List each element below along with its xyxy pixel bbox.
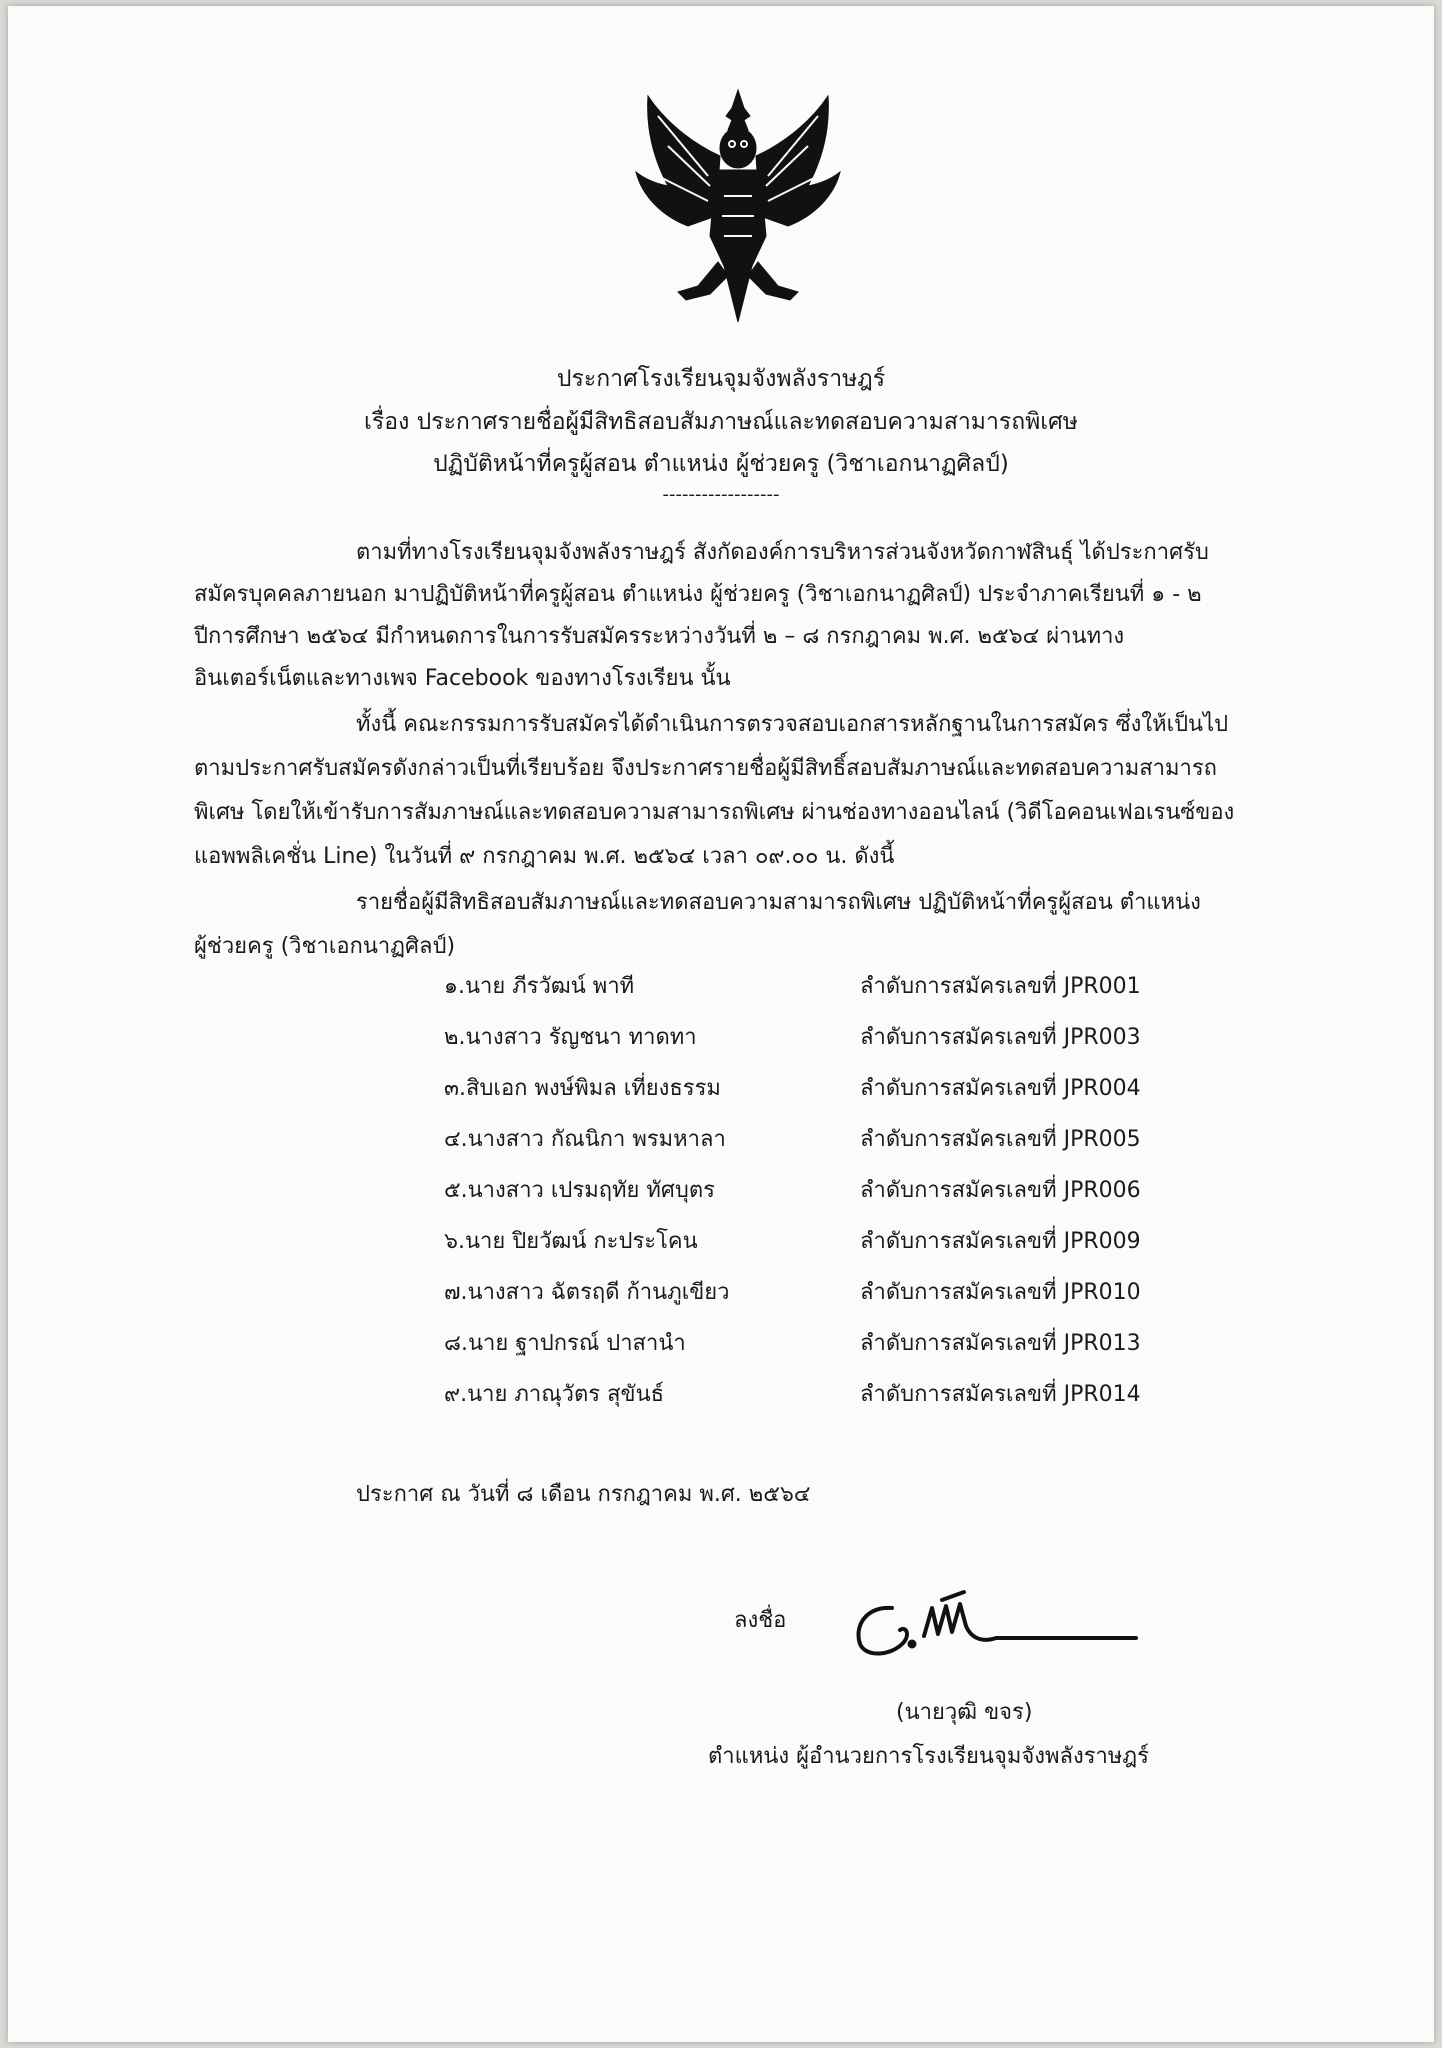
announcement-date: ประกาศ ณ วันที่ ๘ เดือน กรกฎาคม พ.ศ. ๒๕๖๔ <box>356 1482 811 1507</box>
candidate-name: ๙.นาย ภาณุวัตร สุขันธ์ <box>444 1382 665 1407</box>
candidate-name: ๖.นาย ปิยวัฒน์ กะประโคน <box>444 1229 698 1254</box>
handwritten-signature-icon <box>846 1586 1146 1666</box>
candidate-application-number: ลำดับการสมัครเลขที่ JPR005 <box>860 1127 1141 1152</box>
para1-line1: ตามที่ทางโรงเรียนจุมจังพลังราษฎร์ สังกัดองค์การบริหารส่วนจังหวัดกาฬสินธุ์ ได้ประกาศรับ <box>356 540 1209 565</box>
announcement-title: ประกาศโรงเรียนจุมจังพลังราษฎร์ <box>556 366 886 392</box>
candidate-name: ๒.นางสาว รัญชนา ทาดทา <box>444 1025 697 1050</box>
candidate-application-number: ลำดับการสมัครเลขที่ JPR004 <box>860 1076 1141 1101</box>
candidate-name: ๓.สิบเอก พงษ์พิมล เที่ยงธรรม <box>444 1076 721 1101</box>
para2-line4: แอพพลิเคชั่น Line) ในวันที่ ๙ กรกฎาคม พ.ศ. ๒๕๖๔ เวลา ๐๙.๐๐ น. ดังนี้ <box>194 844 895 869</box>
candidate-name: ๑.นาย ภีรวัฒน์ พาที <box>444 974 635 999</box>
candidate-name: ๗.นางสาว ฉัตรฤดี ก้านภูเขียว <box>444 1280 730 1305</box>
announcement-position: ปฏิบัติหน้าที่ครูผู้สอน ตำแหน่ง ผู้ช่วยครู (วิชาเอกนาฏศิลป์) <box>433 451 1009 477</box>
sign-label: ลงชื่อ <box>734 1608 787 1633</box>
candidate-application-number: ลำดับการสมัครเลขที่ JPR014 <box>860 1382 1141 1407</box>
candidate-application-number: ลำดับการสมัครเลขที่ JPR009 <box>860 1229 1141 1254</box>
para3-line1: รายชื่อผู้มีสิทธิสอบสัมภาษณ์และทดสอบความสามารถพิเศษ ปฏิบัติหน้าที่ครูผู้สอน ตำแหน่ง <box>356 890 1201 915</box>
garuda-emblem-icon <box>628 86 848 326</box>
candidate-name: ๘.นาย ฐาปกรณ์ ปาสานำ <box>444 1331 686 1356</box>
signer-name: (นายวุฒิ ขจร) <box>896 1700 1033 1725</box>
candidate-application-number: ลำดับการสมัครเลขที่ JPR013 <box>860 1331 1141 1356</box>
para3-line2: ผู้ช่วยครู (วิชาเอกนาฏศิลป์) <box>194 934 456 959</box>
document-page <box>8 6 1434 2042</box>
para1-line2: สมัครบุคคลภายนอก มาปฏิบัติหน้าที่ครูผู้สอน ตำแหน่ง ผู้ช่วยครู (วิชาเอกนาฏศิลป์) ประจำภาคเรียนที่ ๑ - ๒ <box>194 582 1202 607</box>
para1-line4: อินเตอร์เน็ตและทางเพจ Facebook ของทางโรงเรียน นั้น <box>194 666 731 691</box>
header-divider: ------------------ <box>662 484 780 505</box>
candidate-name: ๔.นางสาว กัณนิกา พรมหาลา <box>444 1127 726 1152</box>
announcement-subject: เรื่อง ประกาศรายชื่อผู้มีสิทธิสอบสัมภาษณ์และทดสอบความสามารถพิเศษ <box>364 409 1078 435</box>
candidate-application-number: ลำดับการสมัครเลขที่ JPR003 <box>860 1025 1141 1050</box>
candidate-application-number: ลำดับการสมัครเลขที่ JPR001 <box>860 974 1141 999</box>
para2-line3: พิเศษ โดยให้เข้ารับการสัมภาษณ์และทดสอบความสามารถพิเศษ ผ่านช่องทางออนไลน์ (วิดีโอคอนเฟอเรนซ์ของ <box>194 800 1235 825</box>
para2-line2: ตามประกาศรับสมัครดังกล่าวเป็นที่เรียบร้อย จึงประกาศรายชื่อผู้มีสิทธิ์สอบสัมภาษณ์และทดสอบความสามารถ <box>194 756 1217 781</box>
candidate-application-number: ลำดับการสมัครเลขที่ JPR006 <box>860 1178 1141 1203</box>
para1-line3: ปีการศึกษา ๒๕๖๔ มีกำหนดการในการรับสมัครระหว่างวันที่ ๒ – ๘ กรกฎาคม พ.ศ. ๒๕๖๔ ผ่านทาง <box>194 624 1125 649</box>
signer-position: ตำแหน่ง ผู้อำนวยการโรงเรียนจุมจังพลังราษฎร์ <box>708 1744 1149 1769</box>
para2-line1: ทั้งนี้ คณะกรรมการรับสมัครได้ดำเนินการตรวจสอบเอกสารหลักฐานในการสมัคร ซึ่งให้เป็นไป <box>356 712 1229 737</box>
candidate-name: ๕.นางสาว เปรมฤทัย ทัศบุตร <box>444 1178 715 1203</box>
candidate-application-number: ลำดับการสมัครเลขที่ JPR010 <box>860 1280 1141 1305</box>
